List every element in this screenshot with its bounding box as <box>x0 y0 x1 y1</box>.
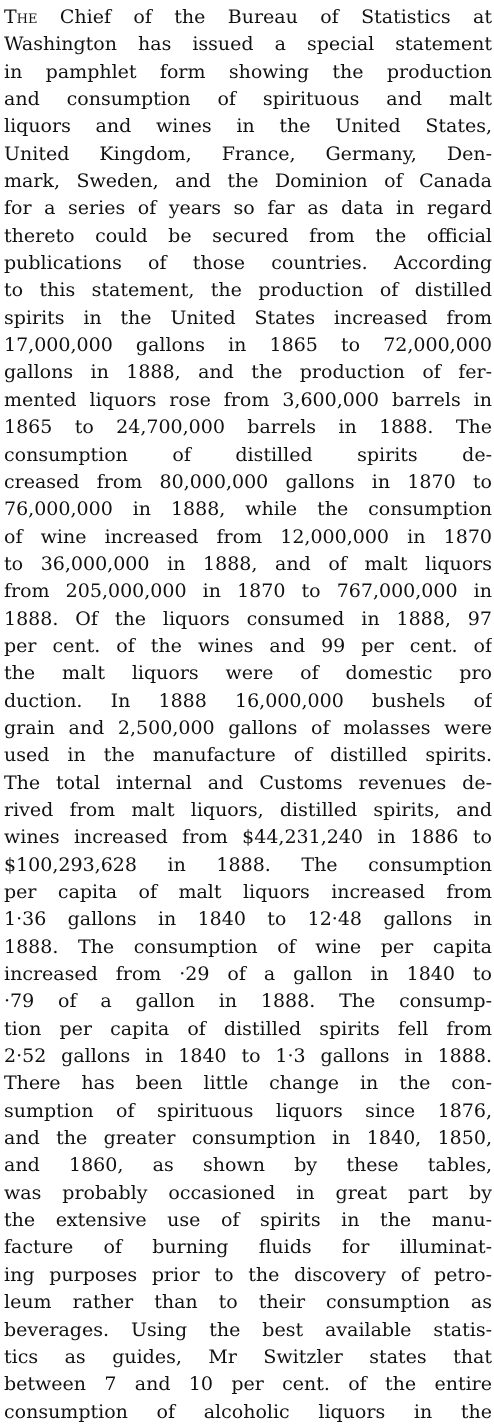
article-line: 2·52 gallons in 1840 to 1·3 gallons in 1888. <box>4 1045 492 1068</box>
article-line: used in the manufacture of distilled spirits. <box>4 744 492 767</box>
article-line: the extensive use of spirits in the manu- <box>4 1209 492 1232</box>
article-line: $100,293,628 in 1888. The consumption <box>4 853 492 876</box>
article-line: of wine increased from 12,000,000 in 1870 <box>4 525 492 548</box>
article-column <box>4 4 492 1426</box>
article-line: spirits in the United States increased from <box>4 306 492 329</box>
article-line: between 7 and 10 per cent. of the entire <box>4 1373 492 1396</box>
article-line: the malt liquors were of domestic pro <box>4 662 492 685</box>
article-line: mented liquors rose from 3,600,000 barrels in <box>4 388 492 411</box>
article-line: from 205,000,000 in 1870 to 767,000,000 in <box>4 580 492 603</box>
article-line: to 36,000,000 in 1888, and of malt liquors <box>4 552 492 575</box>
article-line: creased from 80,000,000 gallons in 1870 to <box>4 470 492 493</box>
article-line: thereto could be secured from the official <box>4 224 492 247</box>
article-line: There has been little change in the con- <box>4 1072 492 1095</box>
article-line: tion per capita of distilled spirits fell from <box>4 1017 492 1040</box>
article-line: duction. In 1888 16,000,000 bushels of <box>4 689 492 712</box>
article-line: ·79 of a gallon in 1888. The consump- <box>4 990 492 1013</box>
article-line: per cent. of the wines and 99 per cent. of <box>4 634 492 657</box>
article-line: beverages. Using the best available statis- <box>4 1318 492 1341</box>
article-line: consumption of distilled spirits de- <box>4 443 492 466</box>
article-line: for a series of years so far as data in regard <box>4 197 492 220</box>
article-line: 1888. The consumption of wine per capita <box>4 935 492 958</box>
article-line: publications of those countries. According <box>4 252 492 275</box>
article-line: ing purposes prior to the discovery of petro- <box>4 1263 492 1286</box>
article-line: 1888. Of the liquors consumed in 1888, 97 <box>4 607 492 630</box>
article-line: consumption of alcoholic liquors in the <box>4 1400 492 1423</box>
article-line <box>4 4 492 31</box>
article-line: grain and 2,500,000 gallons of molasses were <box>4 716 492 739</box>
article-line: 1·36 gallons in 1840 to 12·48 gallons in <box>4 908 492 931</box>
article-line: and consumption of spirituous and malt <box>4 88 492 111</box>
article-line: in pamphlet form showing the production <box>4 60 492 83</box>
article-line: 17,000,000 gallons in 1865 to 72,000,000 <box>4 334 492 357</box>
article-line: sumption of spirituous liquors since 1876, <box>4 1099 492 1122</box>
article-line: wines increased from $44,231,240 in 1886 to <box>4 826 492 849</box>
lead-word: The <box>4 6 38 28</box>
article-line: leum rather than to their consumption as <box>4 1291 492 1314</box>
article-line-text: Chief of the Bureau of Statistics at <box>37 6 492 28</box>
article-line: Washington has issued a special statement <box>4 33 492 56</box>
article-line: gallons in 1888, and the production of fer- <box>4 361 492 384</box>
article-line: tics as guides, Mr Switzler states that <box>4 1345 492 1368</box>
article-line: and the greater consumption in 1840, 1850, <box>4 1127 492 1150</box>
article-line: increased from ·29 of a gallon in 1840 to <box>4 963 492 986</box>
article-line: 76,000,000 in 1888, while the consumption <box>4 498 492 521</box>
article-line: liquors and wines in the United States, <box>4 115 492 138</box>
article-line: rived from malt liquors, distilled spirits, and <box>4 798 492 821</box>
article-line: The total internal and Customs revenues de- <box>4 771 492 794</box>
article-line: per capita of malt liquors increased from <box>4 881 492 903</box>
article-line: 1865 to 24,700,000 barrels in 1888. The <box>4 416 492 439</box>
article-line: United Kingdom, France, Germany, Den- <box>4 142 492 165</box>
article-line: and 1860, as shown by these tables, <box>4 1154 492 1177</box>
article-line: was probably occasioned in great part by <box>4 1181 492 1204</box>
article-line: mark, Sweden, and the Dominion of Canada <box>4 170 492 193</box>
article-line: to this statement, the production of distilled <box>4 279 492 302</box>
article-line: facture of burning fluids for illuminat- <box>4 1236 492 1259</box>
